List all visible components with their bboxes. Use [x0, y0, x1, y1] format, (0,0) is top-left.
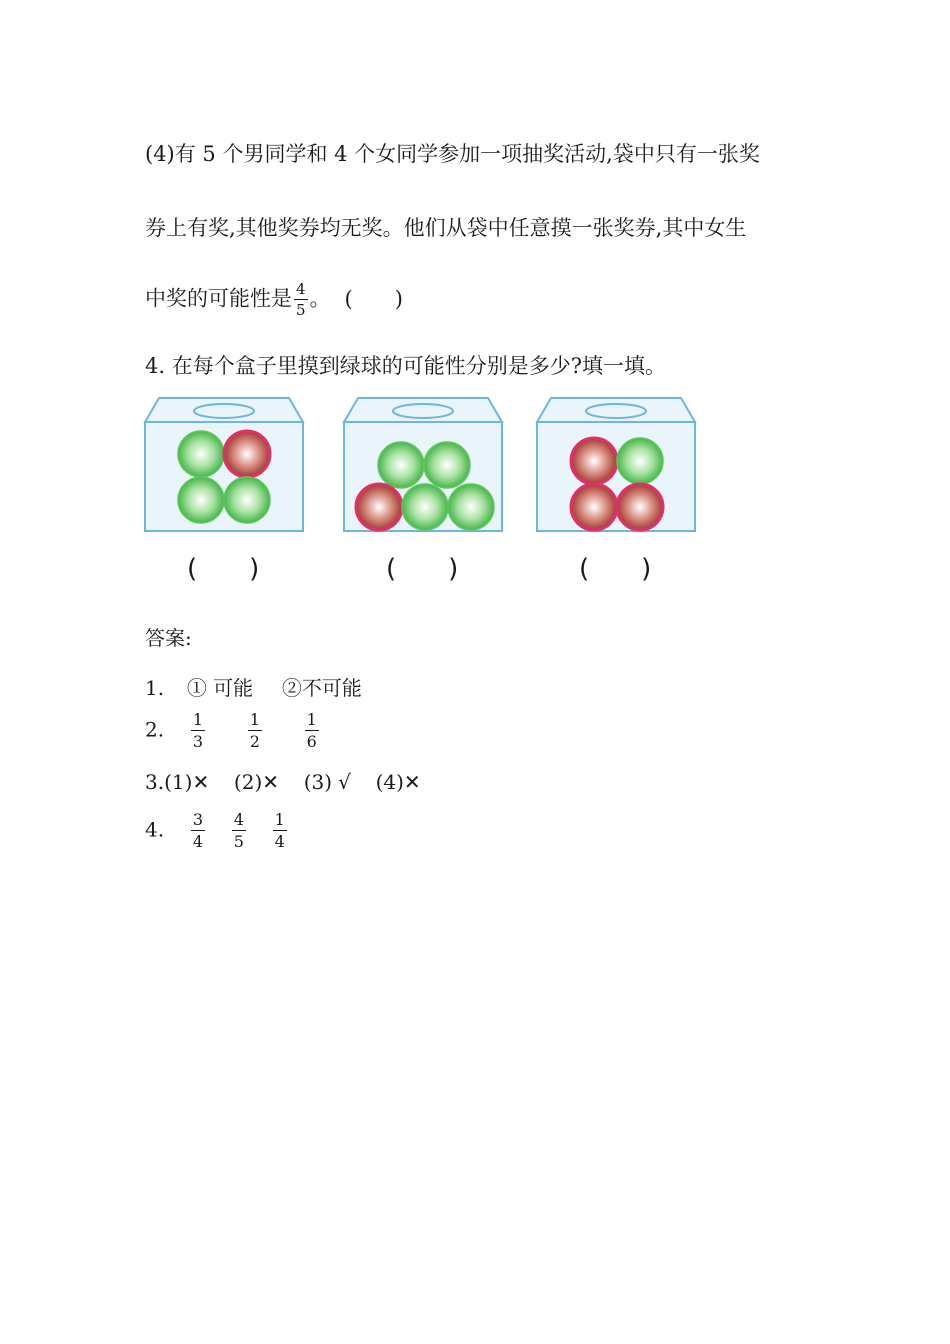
green-ball	[178, 477, 224, 523]
question-4-line-2: 券上有奖,其他奖券均无奖。他们从袋中任意摸一张奖券,其中女生	[145, 216, 747, 240]
answer-3-number: 3.	[145, 770, 165, 794]
answer-2-fraction: $\frac{1}{6}$	[306, 710, 317, 751]
cross-mark-icon: ✕	[262, 770, 280, 794]
answer-4-fraction: $\frac{1}{4}$	[274, 810, 285, 851]
answer-2	[145, 712, 321, 750]
green-ball	[617, 438, 663, 484]
fraction-denominator: 5	[296, 301, 306, 319]
blank-box-2: ( )	[386, 554, 459, 584]
answer-1-number: 1.	[145, 676, 165, 700]
green-ball	[378, 442, 424, 488]
answer-4-fraction: $\frac{4}{5}$	[233, 810, 244, 851]
question-4-line-1: (4)有 5 个男同学和 4 个女同学参加一项抽奖活动,袋中只有一张奖	[145, 142, 760, 166]
green-ball	[448, 484, 494, 530]
answer-1-part-2: ②不可能	[281, 676, 362, 700]
answer-2-fraction: $\frac{1}{3}$	[192, 710, 203, 751]
answer-1	[145, 672, 362, 701]
question-4-period: 。	[309, 286, 331, 311]
cross-mark-icon: ✕	[192, 770, 210, 794]
question-4-title: 4. 在每个盒子里摸到绿球的可能性分别是多少?填一填。	[145, 354, 666, 378]
answer-1-part-1: ① 可能	[186, 676, 254, 700]
red-ball	[356, 484, 402, 530]
blank-box-3: ( )	[579, 554, 652, 584]
answer-4	[145, 812, 289, 850]
box-front	[145, 422, 303, 531]
answers-heading: 答案:	[145, 626, 192, 650]
fraction-numerator: 4	[296, 280, 306, 298]
red-ball	[571, 484, 617, 530]
answer-3	[145, 770, 421, 794]
green-ball	[402, 484, 448, 530]
blank-box-1: ( )	[187, 554, 260, 584]
answer-4-number: 4.	[145, 817, 165, 842]
green-ball	[178, 431, 224, 477]
answer-3-item-label: (1)	[164, 770, 193, 794]
ball-boxes-figure	[0, 0, 950, 620]
answer-blank: ( )	[344, 286, 403, 311]
green-ball	[224, 477, 270, 523]
answer-2-fraction: $\frac{1}{2}$	[249, 710, 260, 751]
cross-mark-icon: ✕	[403, 770, 421, 794]
check-mark-icon: √	[338, 770, 351, 794]
answer-4-fraction: $\frac{3}{4}$	[192, 810, 203, 851]
red-ball	[571, 438, 617, 484]
answer-2-number: 2.	[145, 717, 165, 742]
question-4-line-3-text: 中奖的可能性是	[145, 286, 292, 311]
answer-3-item-label: (3)	[303, 770, 333, 794]
green-ball	[424, 442, 470, 488]
answer-3-item-label: (2)	[233, 770, 263, 794]
red-ball	[224, 431, 270, 477]
red-ball	[617, 484, 663, 530]
answer-3-item-label: (4)	[375, 770, 404, 794]
